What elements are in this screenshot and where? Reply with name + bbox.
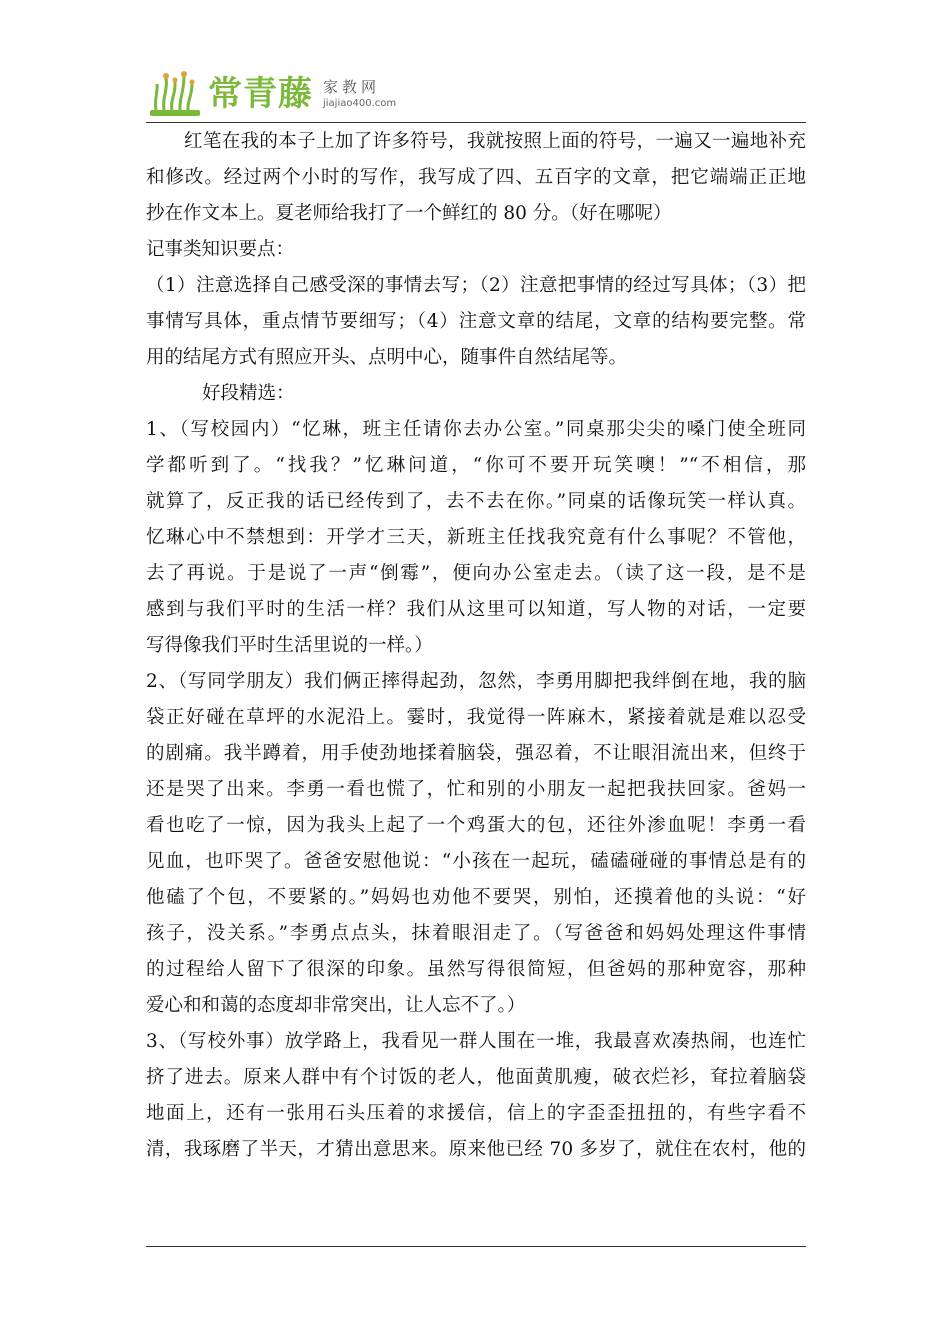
text-line: 1、（写校园内）“忆琳，班主任请你去办公室。”同桌那尖尖的嗓门使全班同 (146, 419, 806, 440)
text-line: 忆琳心中不禁想到：开学才三天，新班主任找我究竟有什么事呢？不管他， (146, 527, 806, 548)
text-line: 2、（写同学朋友）我们俩正摔得起劲，忽然，李勇用脚把我绊倒在地，我的脑 (146, 671, 806, 692)
text-line: 爱心和和蔼的态度却非常突出，让人忘不了。） (146, 995, 526, 1016)
text-line: 感到与我们平时的生活一样？我们从这里可以知道，写人物的对话，一定要 (146, 599, 806, 620)
text-line: 挤了进去。原来人群中有个讨饭的老人，他面黄肌瘦，破衣烂衫，耷拉着脑袋 (146, 1067, 806, 1088)
document-body (146, 124, 806, 1168)
text-line: 地面上，还有一张用石头压着的求援信，信上的字歪歪扭扭的，有些字看不 (146, 1103, 806, 1124)
grass-sprout-logo-icon (148, 70, 204, 118)
text-line: 3、（写校外事）放学路上，我看见一群人围在一堆，我最喜欢凑热闹，也连忙 (146, 1031, 806, 1052)
text-line: 孩子，没关系。”李勇点点头，抹着眼泪走了。（写爸爸和妈妈处理这件事情 (146, 923, 806, 944)
text-line: 还是哭了出来。李勇一看也慌了，忙和别的小朋友一起把我扶回家。爸妈一 (146, 779, 806, 800)
text-line: （1）注意选择自己感受深的事情去写；（2）注意把事情的经过写具体；（3）把 (146, 275, 806, 296)
text-line: 事情写具体，重点情节要细写；（4）注意文章的结尾，文章的结构要完整。常 (146, 311, 806, 332)
footer-divider (146, 1246, 806, 1247)
text-line: 记事类知识要点： (146, 239, 295, 260)
text-line: 去了再说。于是说了一声“倒霉”，便向办公室走去。（读了这一段，是不是 (146, 563, 806, 584)
text-line: 抄在作文本上。夏老师给我打了一个鲜红的 80 分。（好在哪呢） (146, 203, 672, 224)
header-divider (146, 122, 806, 123)
text-line: 学都听到了。“找我？”忆琳问道，“你可不要开玩笑噢！”“不相信，那 (146, 455, 806, 476)
text-line: 见血，也吓哭了。爸爸安慰他说：“小孩在一起玩，磕磕碰碰的事情总是有的 (146, 851, 806, 872)
text-line: 的过程给人留下了很深的印象。虽然写得很简短，但爸妈的那种宽容，那种 (146, 959, 806, 980)
brand-url: jiajiao400.com (323, 98, 397, 109)
text-line: 袋正好碰在草坪的水泥沿上。霎时，我觉得一阵麻木，紧接着就是难以忍受 (146, 707, 806, 728)
text-line: 他磕了个包，不要紧的。”妈妈也劝他不要哭，别怕，还摸着他的头说：“好 (146, 887, 806, 908)
text-line: 红笔在我的本子上加了许多符号，我就按照上面的符号，一遍又一遍地补充 (184, 131, 806, 152)
text-line: 写得像我们平时生活里说的一样。） (146, 635, 433, 656)
text-line: 用的结尾方式有照应开头、点明中心，随事件自然结尾等。 (146, 347, 628, 368)
text-line: 和修改。经过两个小时的写作，我写成了四、五百字的文章，把它端端正正地 (146, 167, 806, 188)
text-line: 清，我琢磨了半天，才猜出意思来。原来他已经 70 多岁了，就住在农村，他的 (146, 1139, 806, 1160)
text-line: 的剧痛。我半蹲着，用手使劲地揉着脑袋，强忍着，不让眼泪流出来，但终于 (146, 743, 806, 764)
brand-subtitle: 家教网 (323, 78, 381, 96)
brand-name: 常青藤 (208, 74, 313, 114)
text-line: 看也吃了一惊，因为我头上起了一个鸡蛋大的包，还往外渗血呢！李勇一看 (146, 815, 806, 836)
text-line: 好段精选： (202, 383, 295, 404)
text-line: 就算了，反正我的话已经传到了，去不去在你。”同桌的话像玩笑一样认真。 (146, 491, 806, 512)
site-header (146, 68, 806, 124)
